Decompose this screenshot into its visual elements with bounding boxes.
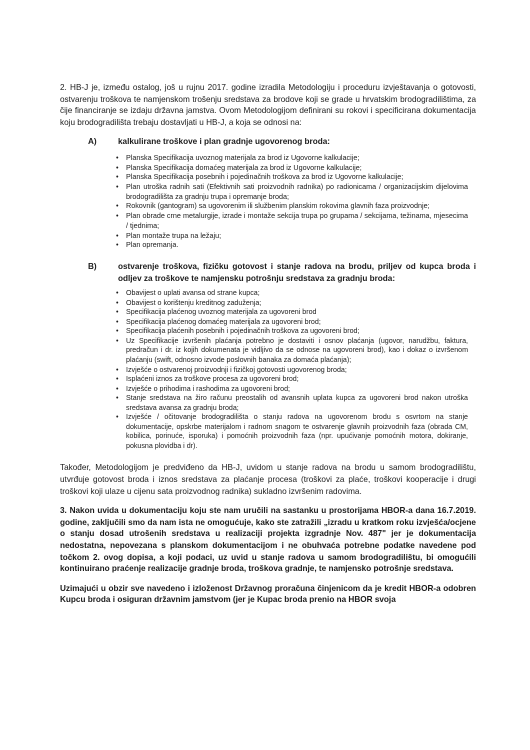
list-item: • Obavijest o korištenju kreditnog zaduženja; — [116, 299, 468, 309]
section-a-title: kalkulirane troškove i plan gradnje ugovorenog broda: — [118, 137, 331, 147]
list-item: • Obavijest o uplati avansa od strane kupca; — [116, 289, 468, 299]
list-item: • Specifikacija plaćenih posebnih i pojedinačnih troškova za ugovoreni brod; — [116, 327, 468, 337]
list-item: • Planska Specifikacija domaćeg materijala za brod iz Ugovorne kalkulacije; — [116, 163, 468, 173]
section-a-label: A) — [88, 137, 97, 147]
list-item: • Plan montaže trupa na ležaju; — [116, 231, 468, 241]
list-item: • Isplaćeni iznos za troškove procesa za ugovoreni brod; — [116, 375, 468, 385]
methodology-paragraph: Također, Metodologijom je predviđeno da HB-J, uvidom u stanje radova na brodu u samom brodogradilištu, utvrđuje gotovost broda i iznos sredstava za plaćanje procesa (troškovi za plaće, troškovi kooperacije i drugi troškovi koji ulaze u cijenu sata proizvodnog radnika) sukladno izvršenim radovima. — [60, 463, 476, 496]
list-item: • Specifikacija plaćenog uvoznog materijala za ugovoreni brod — [116, 308, 468, 318]
list-item: • Stanje sredstava na žiro računu preostalih od avansnih uplata kupca za ugovoreni brod nakon utroška sredstava avansa za gradnju broda; — [116, 394, 468, 413]
list-item: • Plan utroška radnih sati (Efektivnih sati proizvodnih radnika) po radionicama / organizacijskim dijelovima brodogradilišta za gradnju trupa i opremanje broda; — [116, 182, 468, 201]
final-paragraph: Uzimajući u obzir sve navedeno i izloženost Državnog proračuna činjenicom da je kredit HBOR-a odobren Kupcu broda i osiguran državnim jamstvom (jer je Kupac broda prenio na HBOR svoja — [60, 583, 476, 605]
conclusion-paragraph: 3. Nakon uvida u dokumentaciju koju ste nam uručili na sastanku u prostorijama HBOR-a dana 16.7.2019. godine, zaključili smo da nam ista ne omogućuje, kako ste zatražili „izradu u kratkom roku izvješća/ocjene o stanju dosad utrošenih sredstava u realizaciji projekta izgradnje Nov. 487" jer je dokumentacija nedostatna, nepovezana s planskom dokumentacijom i ne obuhvaća potrebne podatke navedene pod točkom 2. ovog dopisa, a koji podaci, uz uvid u stanje radova u samom brodogradilištu, bi omogućili kontinuirano praćenje realizacije gradnje broda, troškova gradnje, te namjensko potrošnje sredstava. — [60, 506, 476, 574]
list-item: • Planska Specifikacija posebnih i pojedinačnih troškova za brod iz Ugovorne kalkulacije; — [116, 172, 468, 182]
list-item: • Plan obrade crne metalurgije, izrade i montaže sekcija trupa po grupama / sekcijama, težinama, mjesecima / tjednima; — [116, 211, 468, 230]
list-item: • Izvješće o prihodima i rashodima za ugovoreni brod; — [116, 385, 468, 395]
list-item: • Planska Specifikacija uvoznog materijala za brod iz Ugovorne kalkulacije; — [116, 153, 468, 163]
section-b-title: ostvarenje troškova, fizičku gotovost i stanje radova na brodu, priljev od kupca broda i odljev za troškove te namjensku potrošnju sredstava za gradnju broda: — [118, 262, 476, 283]
section-b-label: B) — [88, 262, 97, 271]
list-item: • Uz Specifikacije izvršenih plaćanja potrebno je dostaviti i osnov plaćanja (ugovor, narudžbu, faktura, predračun i dr. iz kojih dokumenata je vidljivo da se odnose na ugovoreni brod), kao i dokaz o izvršenom plaćanju (swift, odnosno izvode poslovnih banaka za domaća plaćanja); — [116, 337, 468, 366]
list-item: • Plan opremanja. — [116, 240, 468, 250]
list-item: • Rokovnik (gantogram) sa ugovorenim ili službenim planskim rokovima glavnih faza proizvodnje; — [116, 201, 468, 211]
section-b-heading — [88, 261, 476, 284]
list-item: • Specifikacija plaćenog domaćeg materijala za ugovoreni brod; — [116, 318, 468, 328]
intro-paragraph: 2. HB-J je, između ostalog, još u rujnu 2017. godine izradila Metodologiju i proceduru izvještavanja o gotovosti, ostvarenju troškova te namjenskom trošenju sredstava za brodove koji se grade u hrvatskim brodogradilištima, za čije financiranje se izdaju državna jamstva. Ovom Metodologijom definirani su rokovi i specificirana dokumentacija koju brodogradilišta trebaju dostavljati u HB-J, a koja se odnosi na: — [60, 83, 476, 127]
section-a-heading — [88, 136, 476, 148]
section-a-list — [60, 153, 476, 250]
section-b-list — [60, 289, 476, 451]
list-item: • Izvješće / očitovanje brodogradilišta o stanju radova na ugovorenom brodu s osvrtom na stanje dokumentacije, opskrbe materijalom i radnom snagom te ostvarenje glavnih proizvodnih faza (obrada CM, kobilica, porinuće, isporuka) i pomoćnih proizvodnih faza (npr. upućivanje pomoćnih motora, dokiranje, pokusna plovidba i dr). — [116, 413, 468, 451]
list-item: • Izvješće o ostvarenoj proizvodnji i fizičkoj gotovosti ugovorenog broda; — [116, 366, 468, 376]
